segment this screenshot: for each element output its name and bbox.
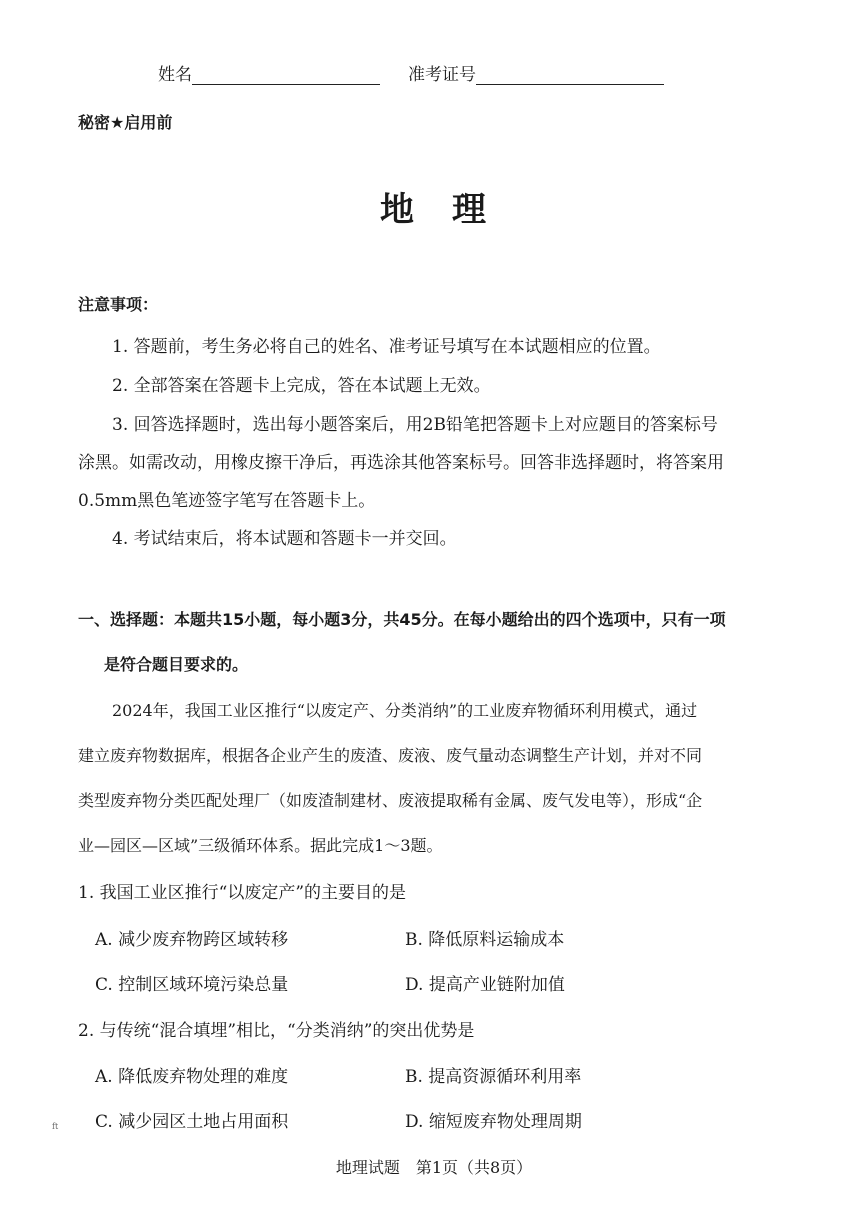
name-blank: [192, 66, 380, 85]
name-label: 姓名: [158, 65, 192, 85]
question-1-option-b: B. 降低原料运输成本: [405, 930, 565, 950]
notice-item-3-line-1: 3. 回答选择题时，选出每小题答案后，用2B铅笔把答题卡上对应题目的答案标号: [112, 415, 718, 435]
notice-item-4: 4. 考试结束后，将本试题和答题卡一并交回。: [112, 529, 457, 549]
question-1-option-c: C. 控制区域环境污染总量: [95, 975, 289, 995]
notice-item-3-line-3: 0.5mm黑色笔迹签字笔写在答题卡上。: [78, 491, 376, 511]
exam-id-field: [408, 60, 664, 85]
exam-id-label: 准考证号: [408, 65, 476, 85]
margin-mark: ft: [52, 1122, 59, 1131]
question-2-option-c: C. 减少园区土地占用面积: [95, 1112, 289, 1132]
notice-item-3-line-2: 涂黑。如需改动，用橡皮擦干净后，再选涂其他答案标号。回答非选择题时，将答案用: [78, 453, 724, 473]
section-heading-line-2: 是符合题目要求的。: [104, 655, 249, 674]
exam-id-blank: [476, 66, 664, 85]
notice-heading: 注意事项：: [78, 295, 159, 314]
question-1-option-a: A. 减少废弃物跨区域转移: [95, 930, 289, 950]
question-1-option-d: D. 提高产业链附加值: [405, 975, 565, 995]
name-field: [158, 60, 380, 85]
page-title: 地 理: [380, 190, 488, 230]
question-2-option-a: A. 降低废弃物处理的难度: [95, 1067, 289, 1087]
question-2-stem: 2. 与传统“混合填埋”相比，“分类消纳”的突出优势是: [78, 1021, 475, 1041]
notice-item-2: 2. 全部答案在答题卡上完成，答在本试题上无效。: [112, 376, 491, 396]
passage-line-2: 建立废弃物数据库，根据各企业产生的废渣、废液、废气量动态调整生产计划，并对不同: [78, 746, 703, 765]
notice-item-1: 1. 答题前，考生务必将自己的姓名、准考证号填写在本试题相应的位置。: [112, 337, 661, 357]
passage-line-1: 2024年，我国工业区推行“以废定产、分类消纳”的工业废弃物循环利用模式，通过: [112, 701, 698, 720]
passage-line-4: 业—园区—区域”三级循环体系。据此完成1～3题。: [78, 836, 443, 855]
question-2-option-b: B. 提高资源循环利用率: [405, 1067, 582, 1087]
question-2-option-d: D. 缩短废弃物处理周期: [405, 1112, 582, 1132]
confidential-mark: 秘密★启用前: [78, 113, 173, 132]
passage-line-3: 类型废弃物分类匹配处理厂（如废渣制建材、废液提取稀有金属、废气发电等），形成“企: [78, 791, 703, 810]
question-1-stem: 1. 我国工业区推行“以废定产”的主要目的是: [78, 883, 407, 903]
section-heading-line-1: 一、选择题：本题共15小题，每小题3分，共45分。在每小题给出的四个选项中，只有一项: [78, 610, 726, 629]
page-footer: 地理试题 第1页（共8页）: [335, 1158, 533, 1177]
